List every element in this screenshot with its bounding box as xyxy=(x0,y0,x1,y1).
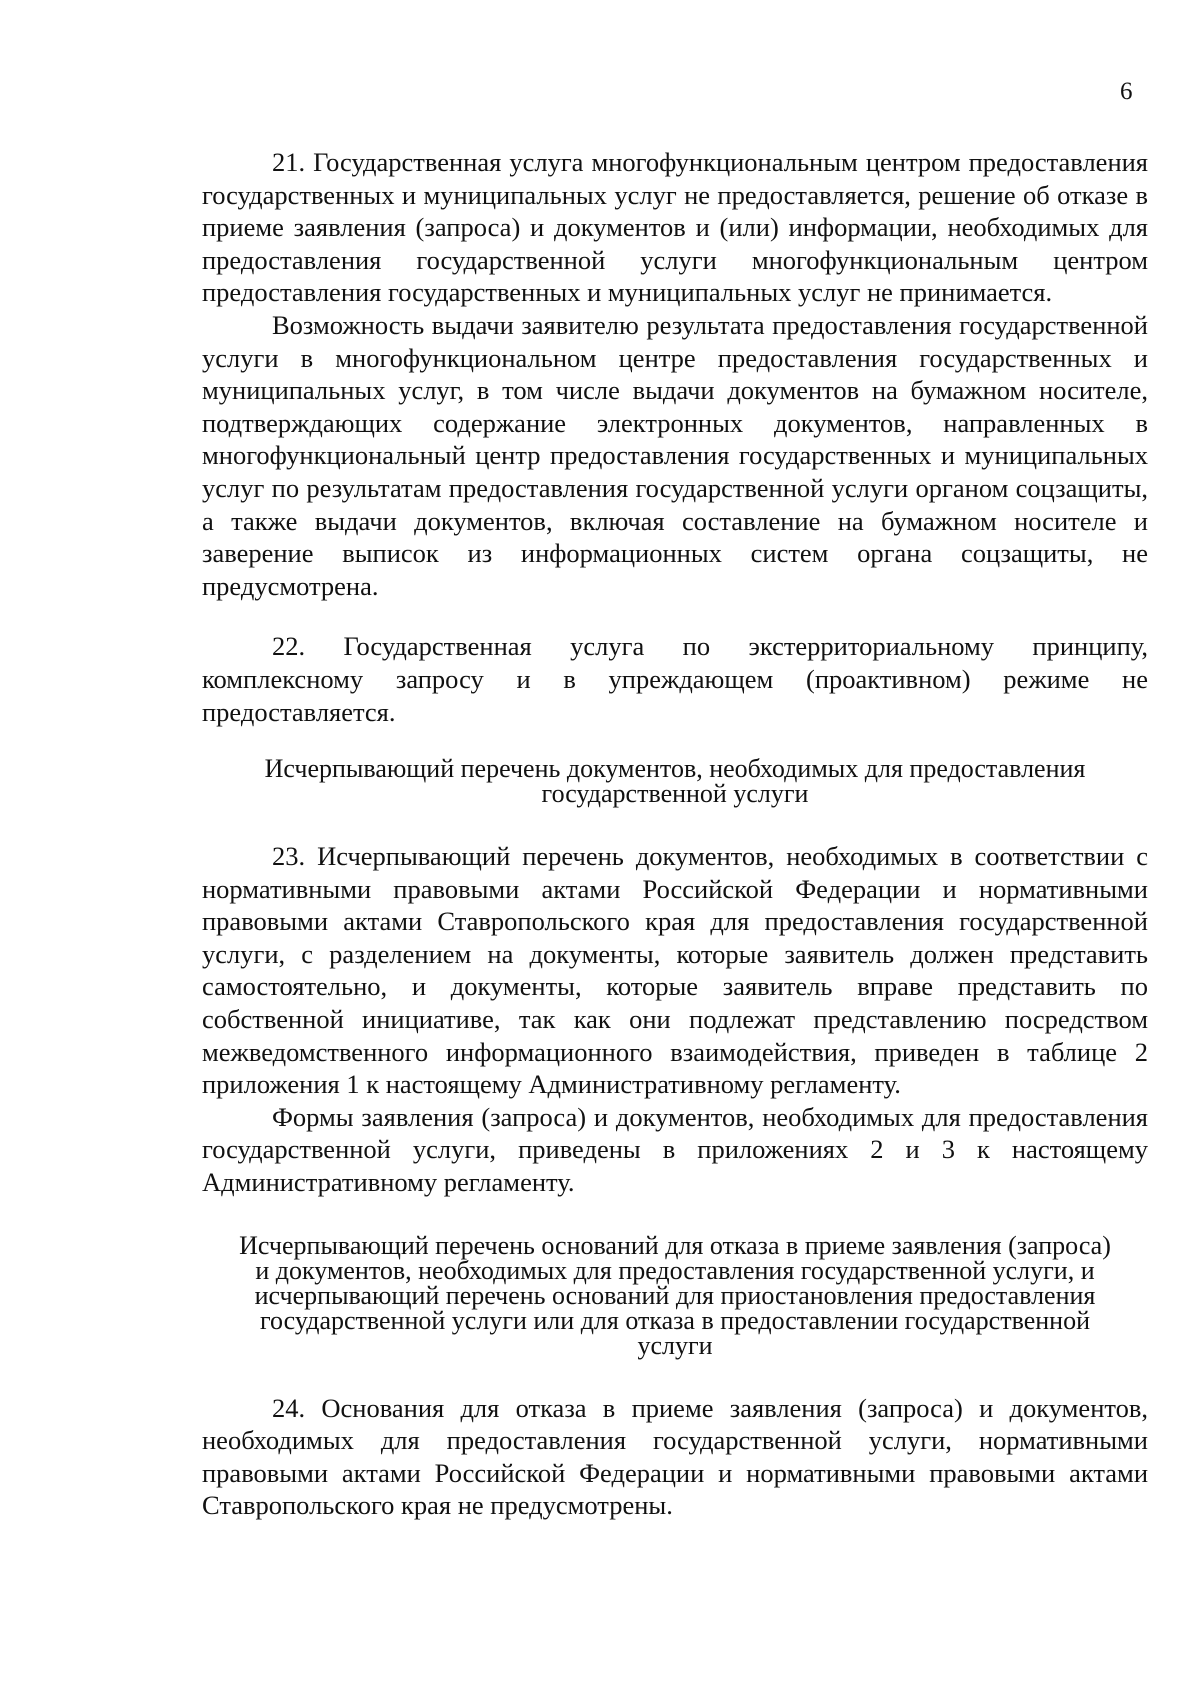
document-body xyxy=(202,146,1148,1522)
paragraph-22: 22. Государственная услуга по экстерриториальному принципу, комплексному запросу и в упреждающем (проактивном) режиме не предоставляется. xyxy=(202,631,1148,727)
section-heading-refusal-grounds: Исчерпывающий перечень оснований для отказа в приеме заявления (запроса) и документов, необходимых для предоставления государственной услуги, и исчерпывающий перечень оснований для приостановления предоставления государственной услуги или для отказа в предоставлении государственной услуги xyxy=(239,1230,1111,1360)
section-heading-documents: Исчерпывающий перечень документов, необходимых для предоставления государственной услуги xyxy=(264,754,1086,809)
paragraph-21-continued: Возможность выдачи заявителю результата предоставления государственной услуги в многофункциональном центре предоставления государственных и муниципальных услуг, в том числе выдачи документов на бумажном носителе, подтверждающих содержание электронных документов, направленных в многофункциональный центр предоставления государственных и муниципальных услуг по результатам предоставления государственной услуги органом соцзащиты, а также выдачи документов, включая составление на бумажном носителе и заверение выписок из информационных систем органа соцзащиты, не предусмотрена. xyxy=(202,309,1148,601)
paragraph-24: 24. Основания для отказа в приеме заявления (запроса) и документов, необходимых для предоставления государственной услуги, нормативными правовыми актами Российской Федерации и нормативными правовыми актами Ставропольского края не предусмотрены. xyxy=(202,1392,1148,1521)
paragraph-21: 21. Государственная услуга многофункциональным центром предоставления государственных и муниципальных услуг не предоставляется, решение об отказе в приеме заявления (запроса) и документов и (или) информации, необходимых для предоставления государственной услуги многофункциональным центром предоставления государственных и муниципальных услуг не принимается. xyxy=(202,147,1148,308)
paragraph-23-continued: Формы заявления (запроса) и документов, необходимых для предоставления государственной услуги, приведены в приложениях 2 и 3 к настоящему Административному регламенту. xyxy=(202,1101,1148,1198)
paragraph-23: 23. Исчерпывающий перечень документов, необходимых в соответствии с нормативными правовыми актами Российской Федерации и нормативными правовыми актами Ставропольского края для предоставления государственной услуги, с разделением на документы, которые заявитель должен представить самостоятельно, и документы, которые заявитель вправе представить по собственной инициативе, так как они подлежат представлению посредством межведомственного информационного взаимодействия, приведен в таблице 2 приложения 1 к настоящему Административному регламенту. xyxy=(202,841,1148,1100)
page-number: 6 xyxy=(1120,78,1133,105)
